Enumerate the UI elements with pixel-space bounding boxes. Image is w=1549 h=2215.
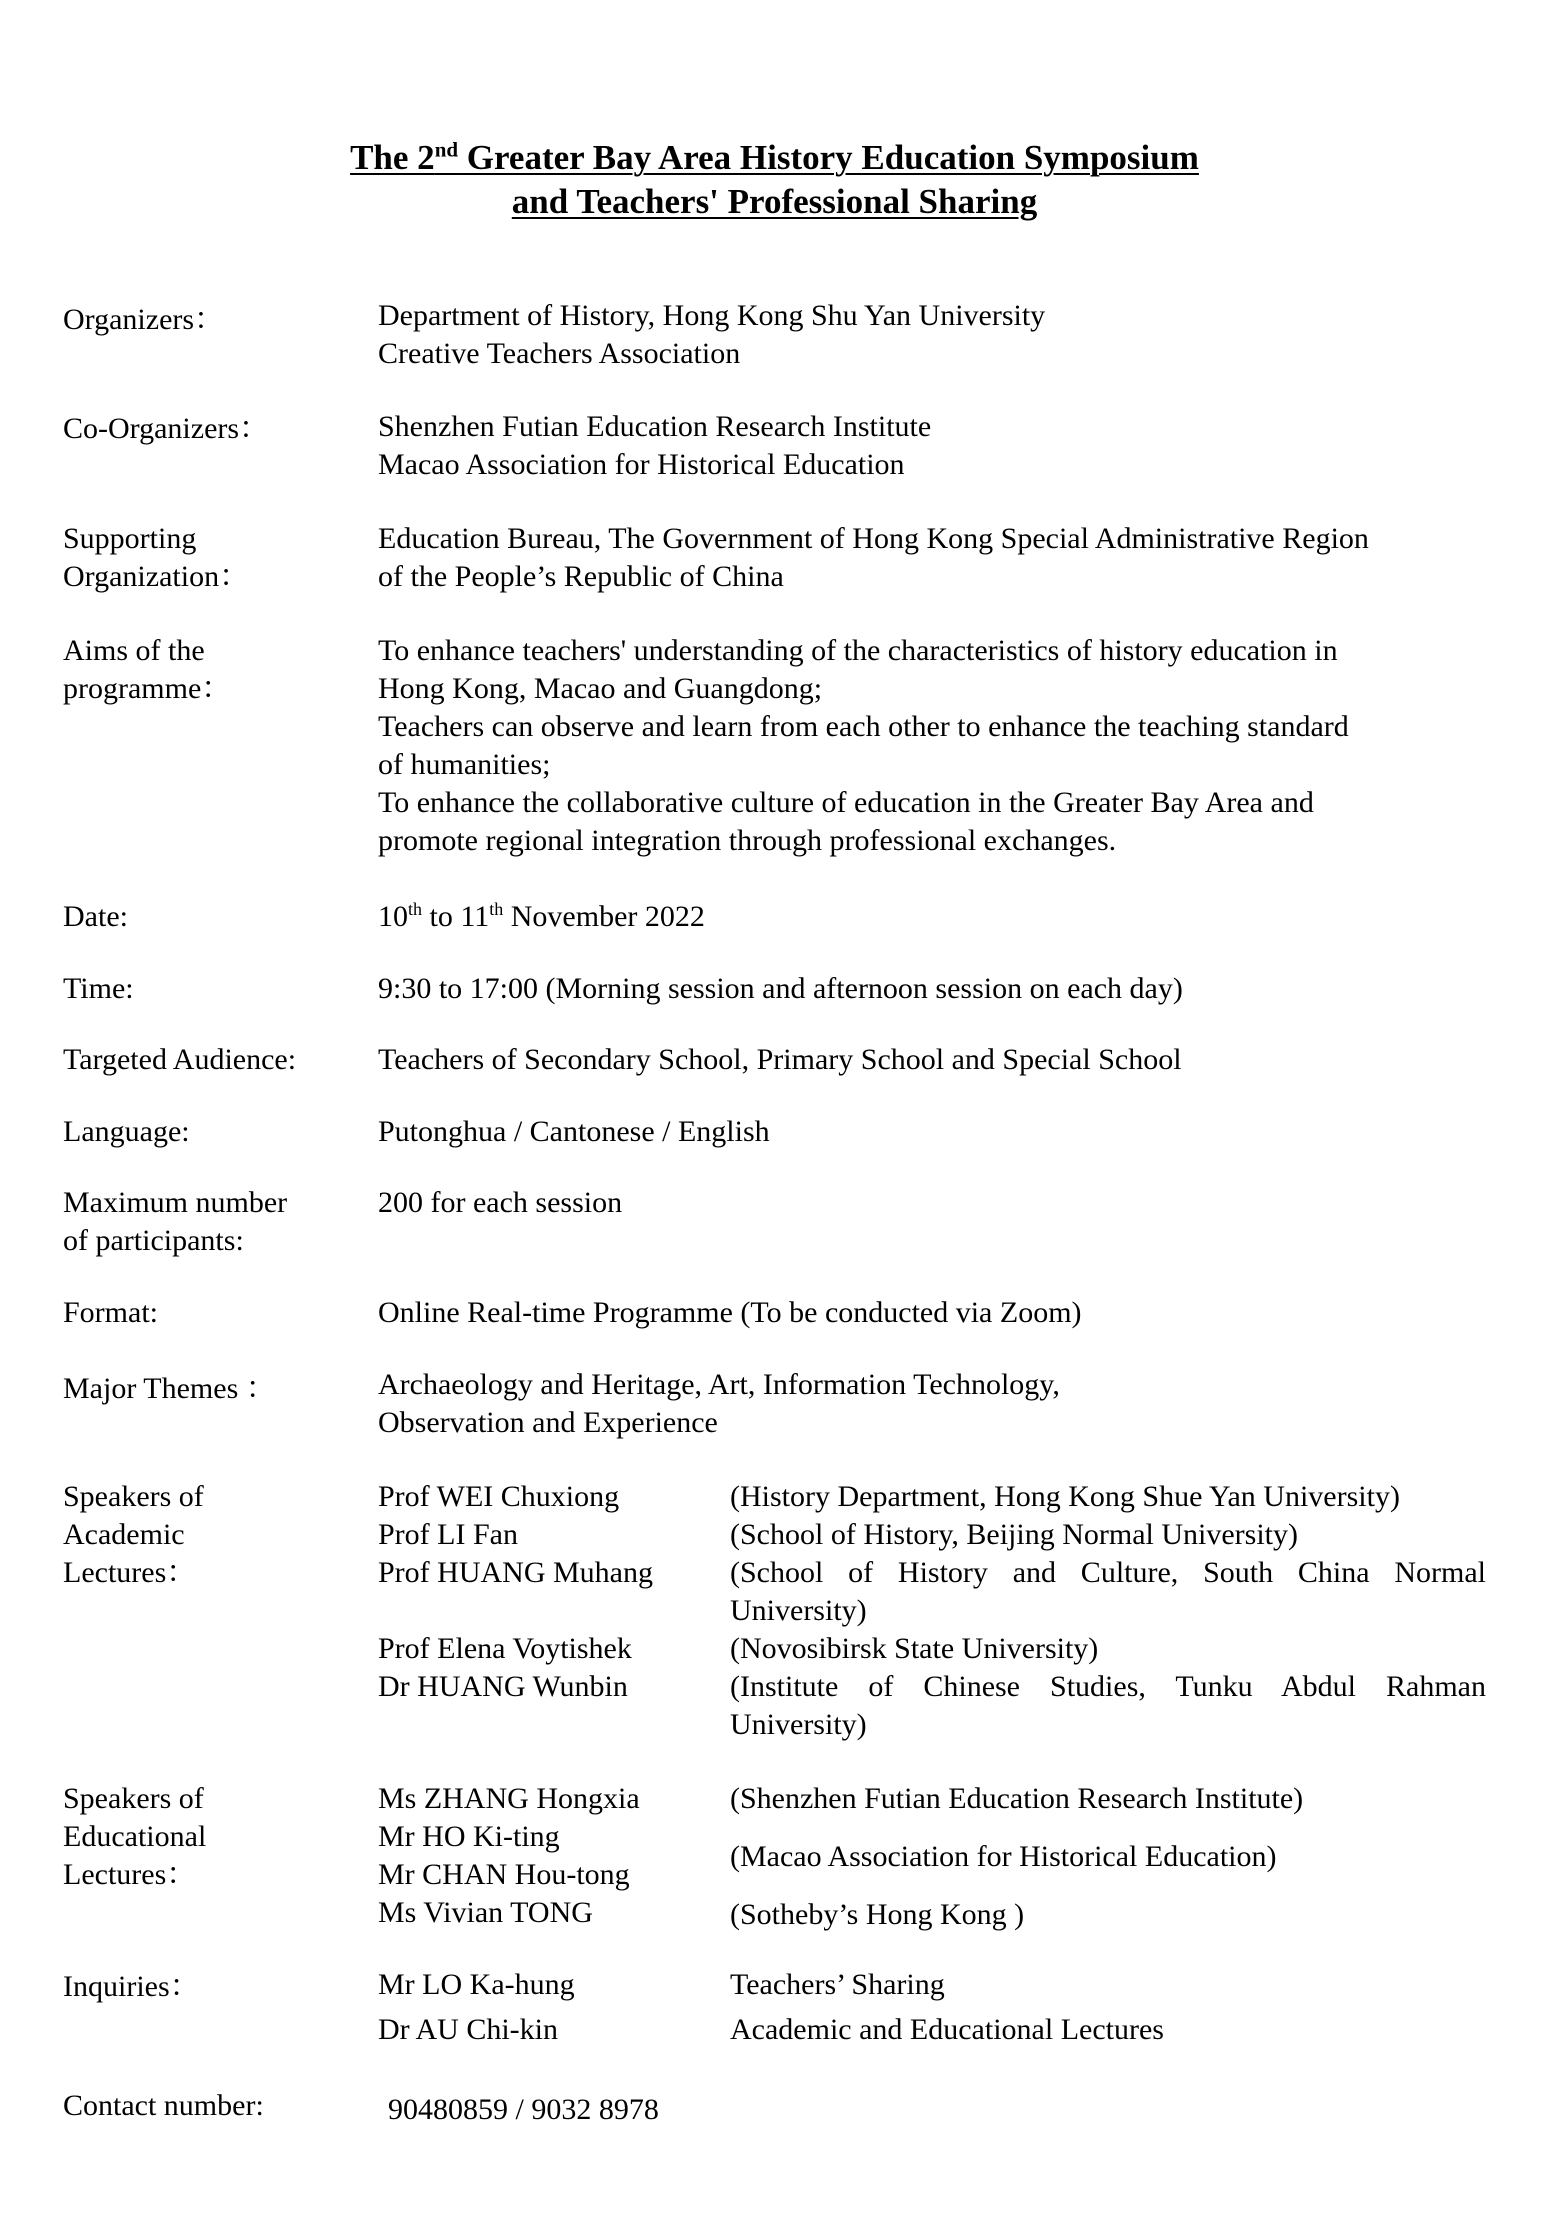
document-title (0, 136, 1549, 224)
educational-speaker-affiliation: (Shenzhen Futian Education Research Institute) (730, 1782, 1304, 1815)
academic-speaker-affiliation: (School of History, Beijing Normal University) (730, 1518, 1298, 1551)
format-label: Format: (63, 1296, 158, 1329)
inquiry-contact-name: Dr AU Chi-kin (378, 2013, 558, 2046)
title-superscript: nd (434, 137, 459, 162)
contact-label: Contact number: (63, 2089, 264, 2122)
title-line-1: The 2nd Greater Bay Area History Education Symposium (350, 137, 1199, 177)
supporting-organization-value: Education Bureau, The Government of Hong Kong Special Administrative Region of the People’s Republic of China (378, 522, 1369, 593)
academic-speaker-affiliation: (School of History and Culture, South China Normal University) (730, 1556, 1486, 1627)
academic-speaker-name: Prof HUANG Muhang (378, 1556, 653, 1589)
themes-value: Archaeology and Heritage, Art, Information Technology, Observation and Experience (378, 1368, 1060, 1439)
aims-value: To enhance teachers' understanding of the characteristics of history education in Hong Kong, Macao and Guangdong; Teachers can observe and learn from each other to enhance the teaching standard of humanities; To enhance the collaborative culture of education in the Greater Bay Area and promote regional integration through professional exchanges. (378, 634, 1349, 857)
organizers-label: Organizers： (63, 303, 225, 336)
language-label: Language: (63, 1115, 190, 1148)
title-line-2: and Teachers' Professional Sharing (511, 182, 1038, 221)
co-organizers-label: Co-Organizers： (63, 412, 270, 445)
academic-speaker-affiliation: (Institute of Chinese Studies, Tunku Abdul Rahman University) (730, 1670, 1486, 1741)
max-participants-value: 200 for each session (378, 1186, 623, 1219)
educational-speaker-name: Ms Vivian TONG (378, 1896, 593, 1929)
educational-speaker-name: Mr CHAN Hou-tong (378, 1858, 630, 1891)
academic-speaker-name: Prof WEI Chuxiong (378, 1480, 620, 1513)
inquiries-label: Inquiries： (63, 1970, 200, 2003)
contact-number: 90480859 / 9032 8978 (388, 2093, 659, 2126)
academic-speaker-name: Prof Elena Voytishek (378, 1632, 632, 1665)
supporting-organization-label: Supporting Organization： (63, 522, 250, 593)
date-label: Date: (63, 900, 128, 933)
inquiry-contact-name: Mr LO Ka-hung (378, 1968, 575, 2001)
audience-value: Teachers of Secondary School, Primary School and Special School (378, 1043, 1182, 1076)
educational-speaker-name: Mr HO Ki-ting (378, 1820, 560, 1853)
co-organizers-value: Shenzhen Futian Education Research Institute Macao Association for Historical Education (378, 410, 932, 481)
academic-speakers-label: Speakers of Academic Lectures： (63, 1480, 204, 1589)
aims-label: Aims of the programme： (63, 634, 232, 705)
max-participants-label: Maximum number of participants: (63, 1186, 288, 1257)
audience-label: Targeted Audience: (63, 1043, 297, 1076)
academic-speaker-affiliation: (History Department, Hong Kong Shue Yan University) (730, 1480, 1400, 1513)
date-value: 10th to 11th November 2022 (378, 899, 705, 933)
academic-speaker-name: Dr HUANG Wunbin (378, 1670, 628, 1703)
time-value: 9:30 to 17:00 (Morning session and afternoon session on each day) (378, 972, 1183, 1005)
format-value: Online Real-time Programme (To be conducted via Zoom) (378, 1296, 1082, 1329)
educational-speakers-label: Speakers of Educational Lectures： (63, 1782, 207, 1891)
themes-label: Major Themes ： (63, 1372, 276, 1405)
academic-speaker-affiliation: (Novosibirsk State University) (730, 1632, 1099, 1665)
inquiry-contact-topic: Academic and Educational Lectures (730, 2013, 1164, 2046)
language-value: Putonghua / Cantonese / English (378, 1115, 770, 1148)
academic-speaker-name: Prof LI Fan (378, 1518, 518, 1551)
educational-speaker-affiliation: (Sotheby’s Hong Kong ) (730, 1898, 1025, 1931)
inquiry-contact-topic: Teachers’ Sharing (730, 1968, 945, 2001)
educational-speaker-affiliation: (Macao Association for Historical Education) (730, 1840, 1277, 1873)
educational-speaker-name: Ms ZHANG Hongxia (378, 1782, 640, 1815)
time-label: Time: (63, 972, 134, 1005)
organizers-value: Department of History, Hong Kong Shu Yan University Creative Teachers Association (378, 299, 1046, 370)
